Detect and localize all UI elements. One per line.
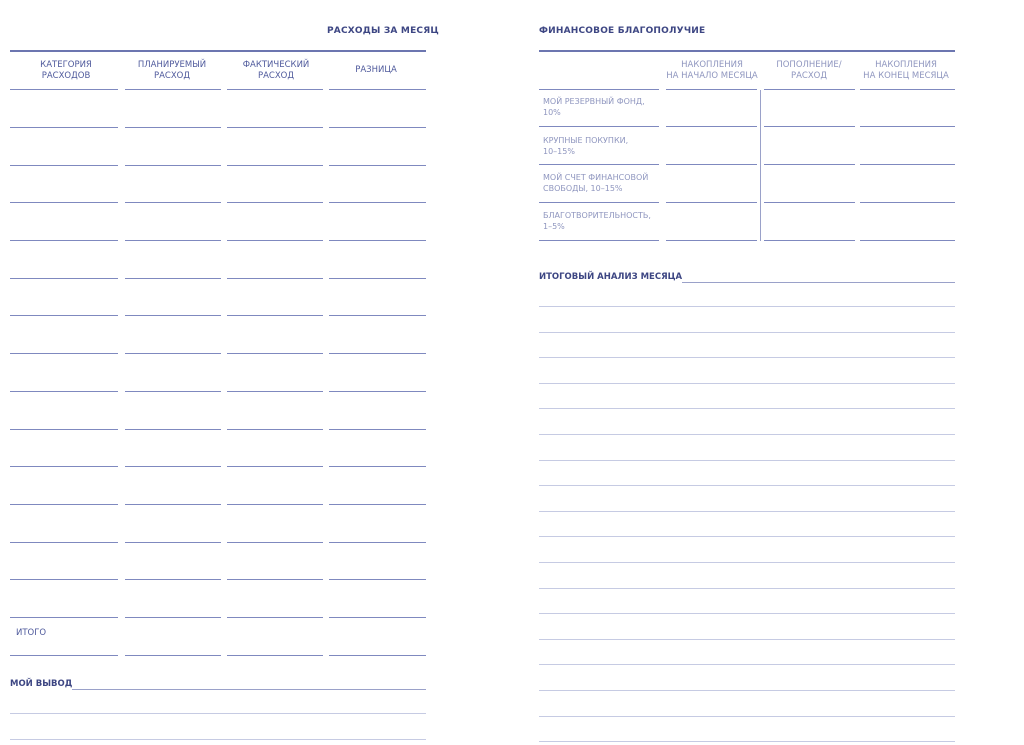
table-cell-line[interactable] (860, 240, 955, 241)
table-cell-line[interactable] (10, 617, 118, 618)
table-cell-line[interactable] (10, 315, 118, 316)
table-cell-line[interactable] (125, 278, 221, 279)
total-label: ИТОГО (16, 628, 47, 638)
header-underline (329, 89, 426, 90)
table-cell-line[interactable] (329, 315, 426, 316)
table-cell-line[interactable] (329, 165, 426, 166)
table-cell-line[interactable] (10, 429, 118, 430)
table-cell-line[interactable] (10, 542, 118, 543)
table-cell-line[interactable] (125, 391, 221, 392)
table-cell-line[interactable] (539, 164, 659, 165)
table-cell-line[interactable] (539, 202, 659, 203)
analysis-line[interactable] (539, 716, 955, 717)
table-cell-line[interactable] (125, 315, 221, 316)
wellbeing-title: ФИНАНСОВОЕ БЛАГОПОЛУЧИЕ (539, 26, 706, 36)
table-cell-line[interactable] (227, 391, 323, 392)
table-cell-line[interactable] (329, 240, 426, 241)
table-cell-line[interactable] (329, 579, 426, 580)
header-underline (539, 89, 659, 90)
table-cell-line[interactable] (125, 429, 221, 430)
table-cell-line[interactable] (860, 202, 955, 203)
table-cell-line[interactable] (764, 240, 855, 241)
analysis-line[interactable] (539, 639, 955, 640)
table-cell-line[interactable] (329, 542, 426, 543)
wellbeing-top-rule (539, 50, 955, 52)
expenses-title: РАСХОДЫ ЗА МЕСЯЦ (327, 26, 439, 36)
table-cell-line[interactable] (227, 165, 323, 166)
analysis-line[interactable] (539, 511, 955, 512)
analysis-line[interactable] (682, 282, 955, 283)
analysis-line[interactable] (539, 383, 955, 384)
analysis-line[interactable] (539, 741, 955, 742)
col-header-savings-end: НАКОПЛЕНИЯ НА КОНЕЦ МЕСЯЦА (863, 60, 949, 81)
analysis-line[interactable] (539, 332, 955, 333)
conclusion-line[interactable] (72, 689, 426, 690)
table-cell-line[interactable] (125, 655, 221, 656)
table-cell-line[interactable] (329, 202, 426, 203)
analysis-line[interactable] (539, 588, 955, 589)
table-cell-line[interactable] (10, 202, 118, 203)
table-cell-line[interactable] (10, 655, 118, 656)
table-cell-line[interactable] (329, 353, 426, 354)
table-cell-line[interactable] (10, 127, 118, 128)
table-cell-line[interactable] (227, 202, 323, 203)
table-cell-line[interactable] (10, 466, 118, 467)
table-cell-line[interactable] (329, 504, 426, 505)
table-cell-line[interactable] (666, 164, 757, 165)
table-cell-line[interactable] (125, 466, 221, 467)
analysis-line[interactable] (539, 690, 955, 691)
table-cell-line[interactable] (227, 617, 323, 618)
analysis-line[interactable] (539, 536, 955, 537)
table-cell-line[interactable] (227, 315, 323, 316)
table-cell-line[interactable] (10, 353, 118, 354)
header-underline (10, 89, 118, 90)
analysis-line[interactable] (539, 357, 955, 358)
table-cell-line[interactable] (227, 429, 323, 430)
table-cell-line[interactable] (329, 278, 426, 279)
table-cell-line[interactable] (227, 542, 323, 543)
table-cell-line[interactable] (539, 126, 659, 127)
table-cell-line[interactable] (329, 617, 426, 618)
table-cell-line[interactable] (329, 127, 426, 128)
col-header-actual: ФАКТИЧЕСКИЙ РАСХОД (242, 60, 310, 81)
table-cell-line[interactable] (329, 391, 426, 392)
table-cell-line[interactable] (666, 240, 757, 241)
table-cell-line[interactable] (227, 278, 323, 279)
table-cell-line[interactable] (125, 240, 221, 241)
table-cell-line[interactable] (329, 466, 426, 467)
table-cell-line[interactable] (125, 579, 221, 580)
row-label-reserve-fund: МОЙ РЕЗЕРВНЫЙ ФОНД, 10% (543, 97, 645, 117)
analysis-line[interactable] (539, 485, 955, 486)
row-label-freedom-account: МОЙ СЧЕТ ФИНАНСОВОЙ СВОБОДЫ, 10–15% (543, 173, 649, 193)
table-cell-line[interactable] (539, 240, 659, 241)
table-cell-line[interactable] (10, 240, 118, 241)
table-cell-line[interactable] (764, 164, 855, 165)
col-header-savings-start: НАКОПЛЕНИЯ НА НАЧАЛО МЕСЯЦА (666, 60, 758, 81)
header-underline (860, 89, 955, 90)
analysis-line[interactable] (539, 460, 955, 461)
table-cell-line[interactable] (125, 127, 221, 128)
analysis-title: ИТОГОВЫЙ АНАЛИЗ МЕСЯЦА (539, 272, 683, 282)
header-underline (764, 89, 855, 90)
conclusion-label: МОЙ ВЫВОД (10, 679, 73, 689)
table-cell-line[interactable] (227, 127, 323, 128)
table-cell-line[interactable] (860, 164, 955, 165)
table-cell-line[interactable] (125, 542, 221, 543)
table-cell-line[interactable] (227, 466, 323, 467)
analysis-line[interactable] (539, 306, 955, 307)
expenses-top-rule (10, 50, 426, 52)
header-underline (125, 89, 221, 90)
table-cell-line[interactable] (666, 126, 757, 127)
table-cell-line[interactable] (227, 504, 323, 505)
column-divider (760, 90, 761, 241)
row-label-big-purchases: КРУПНЫЕ ПОКУПКИ, 10–15% (543, 136, 629, 156)
col-header-category: КАТЕГОРИЯ РАСХОДОВ (40, 60, 92, 81)
table-cell-line[interactable] (10, 278, 118, 279)
col-header-planned: ПЛАНИРУЕМЫЙ РАСХОД (137, 60, 207, 81)
table-cell-line[interactable] (666, 202, 757, 203)
analysis-line[interactable] (539, 434, 955, 435)
table-cell-line[interactable] (10, 579, 118, 580)
table-cell-line[interactable] (10, 391, 118, 392)
table-cell-line[interactable] (227, 579, 323, 580)
table-cell-line[interactable] (125, 202, 221, 203)
analysis-line[interactable] (539, 562, 955, 563)
col-header-difference: РАЗНИЦА (355, 65, 397, 75)
col-header-topup-expense: ПОПОЛНЕНИЕ/ РАСХОД (776, 60, 842, 81)
table-cell-line[interactable] (125, 165, 221, 166)
conclusion-line[interactable] (10, 713, 426, 714)
conclusion-line[interactable] (10, 739, 426, 740)
table-cell-line[interactable] (227, 353, 323, 354)
table-cell-line[interactable] (329, 655, 426, 656)
table-cell-line[interactable] (125, 504, 221, 505)
table-cell-line[interactable] (329, 429, 426, 430)
table-cell-line[interactable] (764, 126, 855, 127)
table-cell-line[interactable] (10, 504, 118, 505)
table-cell-line[interactable] (764, 202, 855, 203)
header-underline (666, 89, 757, 90)
table-cell-line[interactable] (860, 126, 955, 127)
table-cell-line[interactable] (10, 165, 118, 166)
table-cell-line[interactable] (227, 655, 323, 656)
analysis-line[interactable] (539, 613, 955, 614)
row-label-charity: БЛАГОТВОРИТЕЛЬНОСТЬ, 1–5% (543, 211, 651, 231)
analysis-line[interactable] (539, 664, 955, 665)
header-underline (227, 89, 323, 90)
analysis-line[interactable] (539, 408, 955, 409)
table-cell-line[interactable] (125, 617, 221, 618)
table-cell-line[interactable] (125, 353, 221, 354)
table-cell-line[interactable] (227, 240, 323, 241)
